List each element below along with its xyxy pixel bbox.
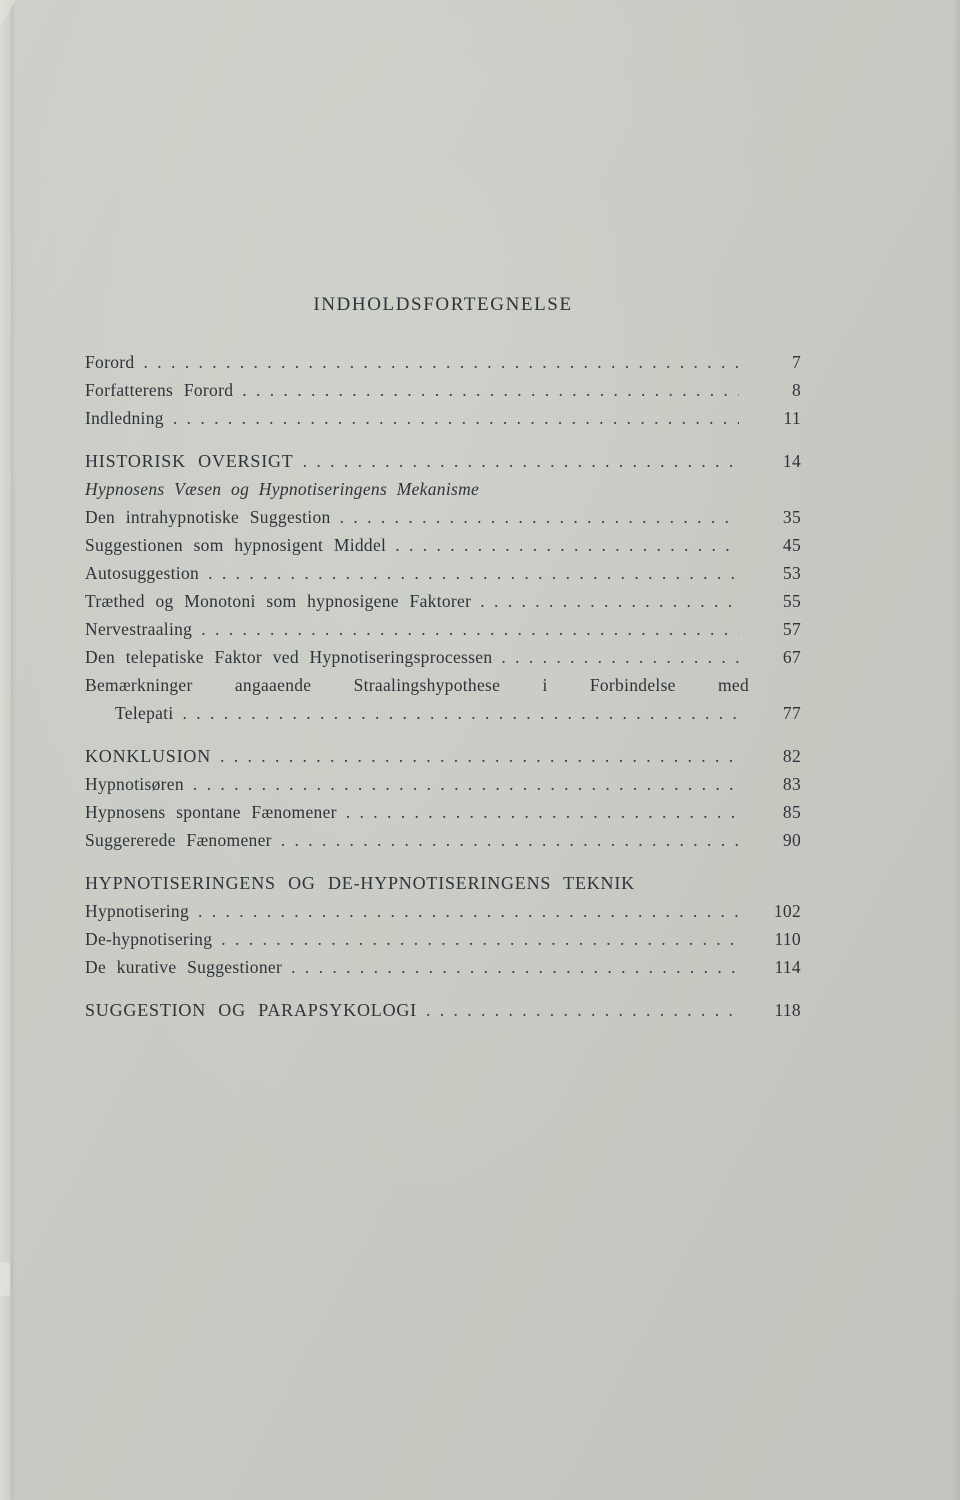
- dot-leader: [173, 404, 739, 432]
- toc-entry-page: 11: [783, 408, 801, 428]
- dot-leader: [143, 348, 739, 376]
- toc-entry: [85, 559, 801, 587]
- toc-entry: [85, 348, 801, 376]
- toc-entry-label: Hypnotisering: [85, 901, 190, 921]
- dot-leader: [426, 996, 739, 1024]
- page-title: INDHOLDSFORTEGNELSE: [313, 294, 573, 315]
- toc-entry: [85, 798, 801, 826]
- toc-group: [85, 348, 801, 432]
- dot-leader: [193, 770, 739, 798]
- toc-entry: [85, 531, 801, 559]
- toc-entry-page: 114: [774, 957, 801, 977]
- toc-entry-page: 118: [774, 1000, 801, 1020]
- dot-leader: [395, 531, 739, 559]
- toc-entry-page: 90: [782, 830, 801, 850]
- toc-entry-label: Telepati: [115, 703, 174, 723]
- toc-entry-label: Forord: [85, 352, 135, 372]
- toc-entry-page: 85: [782, 802, 801, 822]
- toc-entry-page: 45: [782, 535, 801, 555]
- toc-entry: [85, 925, 801, 953]
- dot-leader: [201, 615, 739, 643]
- toc-entry-label: Suggestionen som hypnosigent Middel: [85, 535, 387, 555]
- toc-entry-label: SUGGESTION OG PARAPSYKOLOGI: [85, 1000, 417, 1020]
- toc-entry-label: HYPNOTISERINGENS OG DE-HYPNOTISERINGENS TEKNIK: [85, 873, 635, 893]
- dot-leader: [501, 643, 739, 671]
- toc-entry: [85, 376, 801, 404]
- toc-entry: [85, 615, 801, 643]
- toc-entry: [85, 447, 801, 475]
- toc-entry-label: Forfatterens Forord: [85, 380, 234, 400]
- toc-entry-label: Den telepatiske Faktor ved Hypnotiseringsprocessen: [85, 647, 493, 667]
- toc-entry-label: De kurative Suggestioner: [85, 957, 283, 977]
- toc-entry-page: 57: [782, 619, 801, 639]
- toc-group: [85, 447, 801, 727]
- toc-list: [85, 348, 801, 1024]
- toc-entry: [85, 996, 801, 1024]
- toc-entry-label: Suggererede Fænomener: [85, 830, 272, 850]
- toc-entry: [85, 869, 801, 897]
- dot-leader: [480, 587, 739, 615]
- scan-corner-fold: [0, 0, 16, 26]
- toc-entry-page: 14: [782, 451, 801, 471]
- toc-entry: [85, 503, 801, 531]
- scan-edge-right: [952, 0, 960, 1500]
- dot-leader: [340, 503, 739, 531]
- toc-entry: [85, 587, 801, 615]
- toc-entry-label: KONKLUSION: [85, 746, 211, 766]
- dot-leader: [220, 742, 739, 770]
- toc-entry: [85, 953, 801, 981]
- toc-entry: [85, 475, 801, 503]
- toc-entry-page: 77: [782, 703, 801, 723]
- toc-entry-page: 110: [774, 929, 801, 949]
- toc-entry: [85, 770, 801, 798]
- dot-leader: [281, 826, 739, 854]
- toc-entry: [85, 671, 801, 699]
- toc-entry: [85, 742, 801, 770]
- toc-group: [85, 742, 801, 854]
- dot-leader: [291, 953, 739, 981]
- toc-entry-page: 82: [782, 746, 801, 766]
- toc-entry-page: 102: [773, 901, 801, 921]
- toc-entry: [85, 826, 801, 854]
- dot-leader: [221, 925, 739, 953]
- toc-entry-page: 8: [791, 380, 801, 400]
- dot-leader: [303, 447, 739, 475]
- toc-entry-label: Bemærkninger angaaende Straalingshypothese i Forbindelse med: [85, 675, 749, 695]
- toc-entry-page: 53: [782, 563, 801, 583]
- dot-leader: [208, 559, 739, 587]
- toc-entry-label: Indledning: [85, 408, 164, 428]
- toc-entry-page: 35: [782, 507, 801, 527]
- toc-entry-page: 67: [782, 647, 801, 667]
- toc-entry-label: Nervestraaling: [85, 619, 193, 639]
- page-content: [85, 0, 801, 1024]
- toc-group: [85, 869, 801, 981]
- dot-leader: [346, 798, 739, 826]
- dot-leader: [198, 897, 739, 925]
- toc-entry: [85, 404, 801, 432]
- toc-group: [85, 996, 801, 1024]
- scan-notch: [0, 1262, 10, 1296]
- dot-leader: [242, 376, 739, 404]
- toc-entry-page: 55: [782, 591, 801, 611]
- toc-entry-label: Den intrahypnotiske Suggestion: [85, 507, 331, 527]
- dot-leader: [183, 699, 739, 727]
- toc-entry-page: 83: [782, 774, 801, 794]
- toc-entry: [85, 699, 801, 727]
- toc-entry-label: Hypnotisøren: [85, 774, 184, 794]
- toc-entry-label: Autosuggestion: [85, 563, 200, 583]
- toc-entry-label: De-hypnotisering: [85, 929, 213, 949]
- toc-entry: [85, 897, 801, 925]
- toc-entry-label: Træthed og Monotoni som hypnosigene Faktorer: [85, 591, 472, 611]
- toc-entry: [85, 643, 801, 671]
- toc-entry-page: 7: [791, 352, 801, 372]
- toc-entry-label: Hypnosens Væsen og Hypnotiseringens Mekanisme: [85, 479, 480, 499]
- toc-entry-label: HISTORISK OVERSIGT: [85, 451, 294, 471]
- toc-entry-label: Hypnosens spontane Fænomener: [85, 802, 337, 822]
